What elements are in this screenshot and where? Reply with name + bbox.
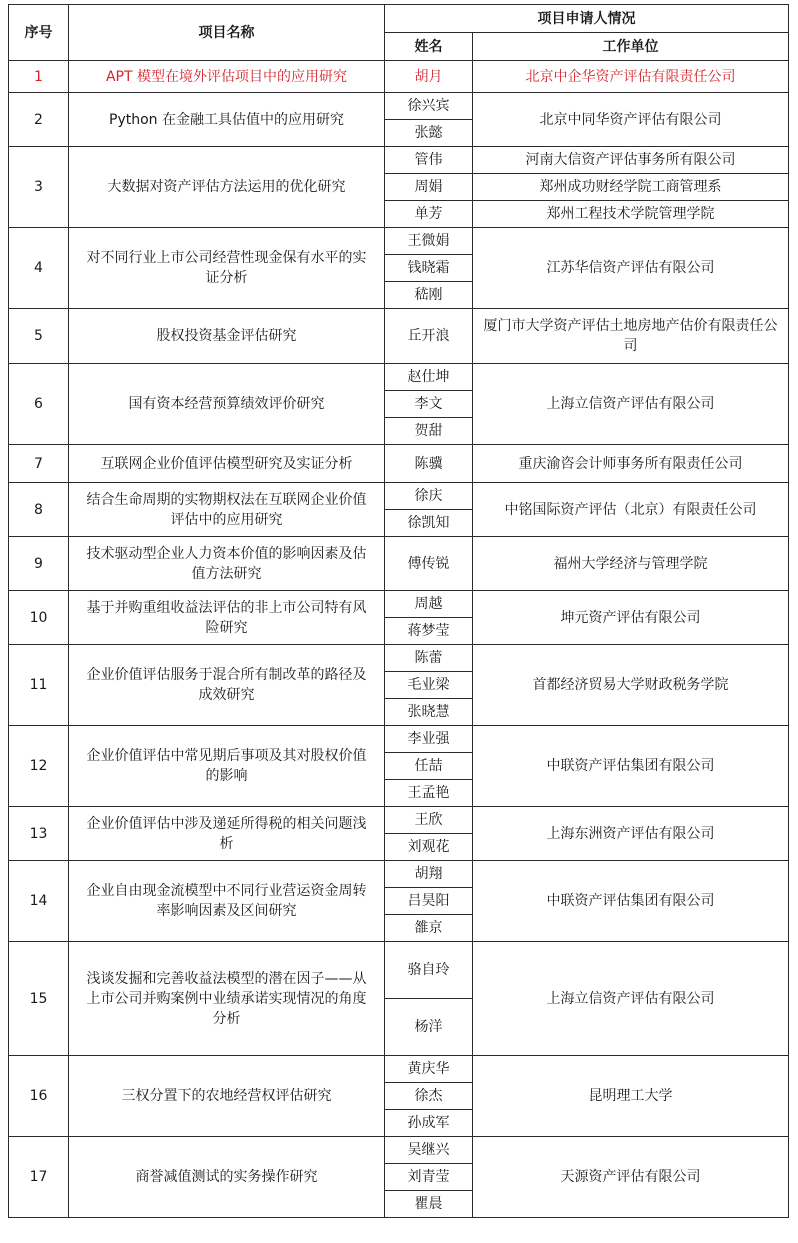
applicant-name: 周娟 [385,174,473,201]
applicant-name: 骆自玲 [385,942,473,999]
applicant-name: 张懿 [385,120,473,147]
table-row [9,807,789,834]
table-row [9,61,789,93]
table-row [9,645,789,672]
applicant-unit: 上海东洲资产评估有限公司 [473,807,789,861]
row-seq: 4 [9,228,69,309]
table-row [9,537,789,591]
table-row [9,147,789,174]
table-row [9,726,789,753]
row-project-title: 企业价值评估服务于混合所有制改革的路径及成效研究 [69,645,385,726]
header-name: 姓名 [385,33,473,61]
table-row [9,309,789,364]
applicant-name: 刘青莹 [385,1164,473,1191]
applicant-name: 雒京 [385,915,473,942]
table-row [9,942,789,999]
table-row [9,364,789,391]
row-project-title: 结合生命周期的实物期权法在互联网企业价值评估中的应用研究 [69,483,385,537]
applicant-name: 胡月 [385,61,473,93]
applicant-name: 陈骥 [385,445,473,483]
applicant-unit: 北京中企华资产评估有限责任公司 [473,61,789,93]
row-project-title: 国有资本经营预算绩效评价研究 [69,364,385,445]
applicant-unit: 郑州工程技术学院管理学院 [473,201,789,228]
applicant-unit: 厦门市大学资产评估土地房地产估价有限责任公司 [473,309,789,364]
row-project-title: Python 在金融工具估值中的应用研究 [69,93,385,147]
applicant-name: 傅传锐 [385,537,473,591]
table-row [9,445,789,483]
applicant-name: 徐凯知 [385,510,473,537]
applicant-name: 瞿晨 [385,1191,473,1218]
applicant-name: 孙成军 [385,1110,473,1137]
applicant-name: 赵仕坤 [385,364,473,391]
row-seq: 17 [9,1137,69,1218]
applicant-name: 单芳 [385,201,473,228]
applicant-name: 吴继兴 [385,1137,473,1164]
applicant-name: 徐杰 [385,1083,473,1110]
row-project-title: 对不同行业上市公司经营性现金保有水平的实证分析 [69,228,385,309]
row-seq: 1 [9,61,69,93]
applicant-name: 杨洋 [385,999,473,1056]
applicant-name: 徐兴宾 [385,93,473,120]
applicant-unit: 上海立信资产评估有限公司 [473,942,789,1056]
applicant-name: 周越 [385,591,473,618]
row-project-title: 浅谈发掘和完善收益法模型的潜在因子——从上市公司并购案例中业绩承诺实现情况的角度分析 [69,942,385,1056]
project-table [8,4,789,1218]
applicant-name: 李文 [385,391,473,418]
applicant-unit: 坤元资产评估有限公司 [473,591,789,645]
applicant-unit: 中联资产评估集团有限公司 [473,861,789,942]
applicant-unit: 江苏华信资产评估有限公司 [473,228,789,309]
applicant-unit: 昆明理工大学 [473,1056,789,1137]
applicant-unit: 首都经济贸易大学财政税务学院 [473,645,789,726]
row-seq: 8 [9,483,69,537]
row-seq: 12 [9,726,69,807]
row-project-title: 三权分置下的农地经营权评估研究 [69,1056,385,1137]
applicant-name: 贺甜 [385,418,473,445]
row-project-title: 技术驱动型企业人力资本价值的影响因素及估值方法研究 [69,537,385,591]
table-row [9,1056,789,1083]
row-project-title: APT 模型在境外评估项目中的应用研究 [69,61,385,93]
applicant-unit: 河南大信资产评估事务所有限公司 [473,147,789,174]
applicant-unit: 上海立信资产评估有限公司 [473,364,789,445]
table-header [9,5,789,61]
header-applicant-group: 项目申请人情况 [385,5,789,33]
header-seq: 序号 [9,5,69,61]
applicant-name: 蒋梦莹 [385,618,473,645]
applicant-unit: 中铭国际资产评估（北京）有限责任公司 [473,483,789,537]
table-row [9,591,789,618]
row-seq: 10 [9,591,69,645]
row-project-title: 企业价值评估中涉及递延所得税的相关问题浅析 [69,807,385,861]
row-project-title: 大数据对资产评估方法运用的优化研究 [69,147,385,228]
applicant-name: 徐庆 [385,483,473,510]
applicant-name: 王欣 [385,807,473,834]
applicant-name: 刘观花 [385,834,473,861]
row-seq: 5 [9,309,69,364]
applicant-name: 陈蕾 [385,645,473,672]
applicant-name: 吕昊阳 [385,888,473,915]
row-seq: 11 [9,645,69,726]
header-unit: 工作单位 [473,33,789,61]
table-row [9,93,789,120]
applicant-name: 嵇刚 [385,282,473,309]
row-seq: 13 [9,807,69,861]
row-seq: 2 [9,93,69,147]
applicant-unit: 中联资产评估集团有限公司 [473,726,789,807]
row-project-title: 基于并购重组收益法评估的非上市公司特有风险研究 [69,591,385,645]
table-row [9,1137,789,1164]
row-seq: 9 [9,537,69,591]
applicant-unit: 福州大学经济与管理学院 [473,537,789,591]
row-project-title: 股权投资基金评估研究 [69,309,385,364]
applicant-name: 王孟艳 [385,780,473,807]
row-seq: 16 [9,1056,69,1137]
table-row [9,228,789,255]
table-row [9,861,789,888]
applicant-name: 王微娟 [385,228,473,255]
applicant-name: 管伟 [385,147,473,174]
row-project-title: 企业自由现金流模型中不同行业营运资金周转率影响因素及区间研究 [69,861,385,942]
applicant-name: 丘开浪 [385,309,473,364]
row-project-title: 商誉减值测试的实务操作研究 [69,1137,385,1218]
row-seq: 14 [9,861,69,942]
applicant-unit: 郑州成功财经学院工商管理系 [473,174,789,201]
applicant-name: 钱晓霜 [385,255,473,282]
applicant-unit: 天源资产评估有限公司 [473,1137,789,1218]
applicant-name: 任喆 [385,753,473,780]
applicant-name: 黄庆华 [385,1056,473,1083]
applicant-unit: 重庆渝咨会计师事务所有限责任公司 [473,445,789,483]
row-seq: 6 [9,364,69,445]
applicant-name: 胡翔 [385,861,473,888]
applicant-name: 张晓慧 [385,699,473,726]
table-row [9,483,789,510]
applicant-name: 毛业梁 [385,672,473,699]
table-body [9,61,789,1218]
row-project-title: 企业价值评估中常见期后事项及其对股权价值的影响 [69,726,385,807]
row-seq: 15 [9,942,69,1056]
row-seq: 7 [9,445,69,483]
header-title: 项目名称 [69,5,385,61]
row-seq: 3 [9,147,69,228]
row-project-title: 互联网企业价值评估模型研究及实证分析 [69,445,385,483]
applicant-unit: 北京中同华资产评估有限公司 [473,93,789,147]
applicant-name: 李业强 [385,726,473,753]
